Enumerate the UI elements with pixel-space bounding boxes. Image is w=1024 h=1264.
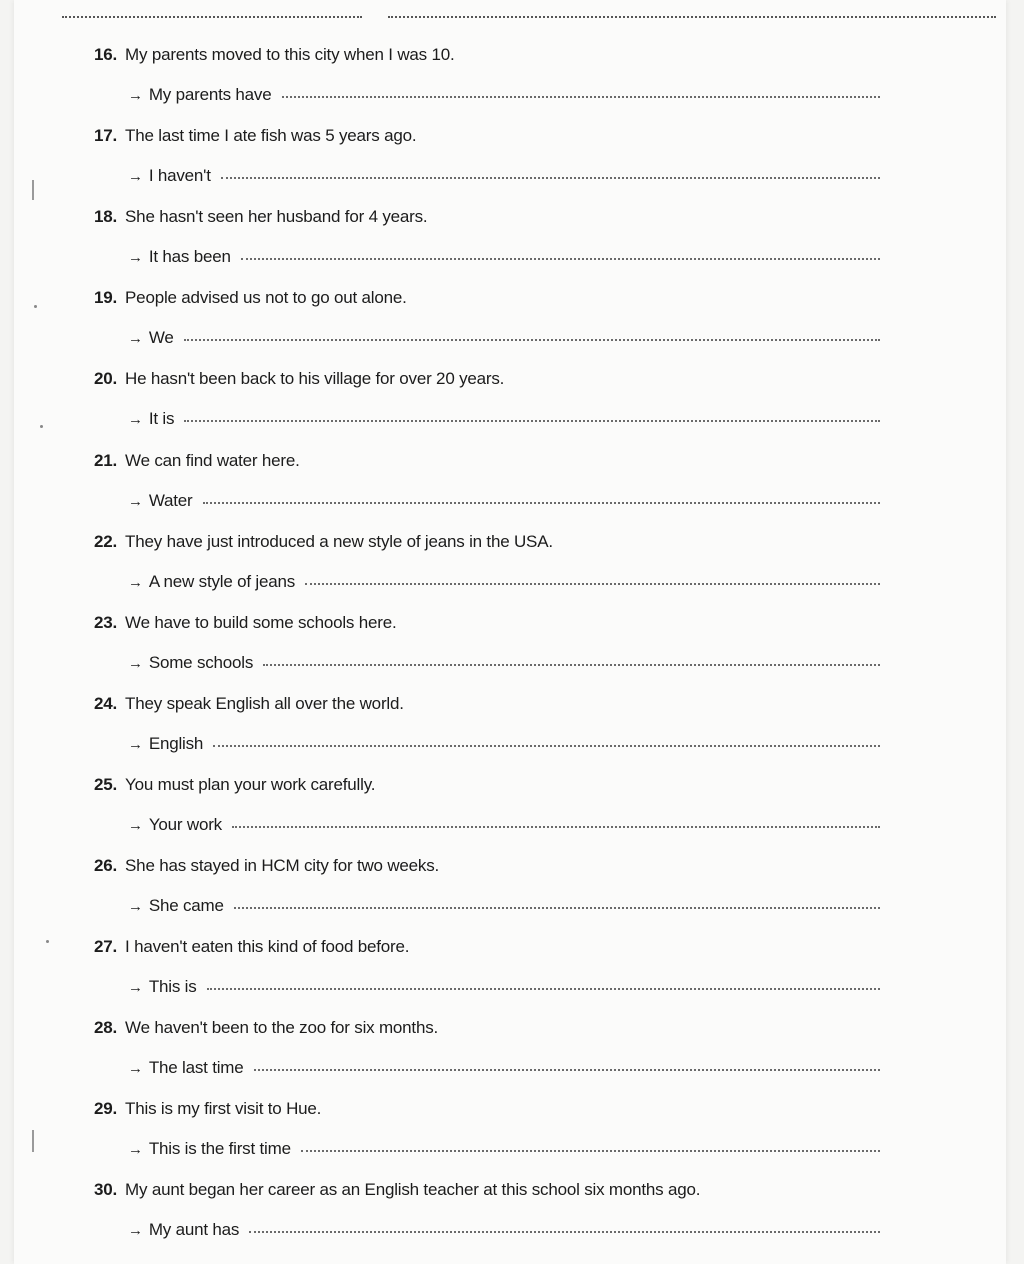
original-sentence — [94, 936, 409, 958]
sentence-text: You must plan your work carefully. — [125, 774, 376, 794]
arrow-icon: → — [128, 168, 143, 186]
original-sentence — [94, 1098, 321, 1120]
item-number: 18. — [94, 207, 118, 227]
answer-blank[interactable] — [207, 988, 880, 990]
item-number: 28. — [94, 1018, 118, 1038]
answer-blank[interactable] — [221, 177, 880, 179]
answer-blank[interactable] — [203, 502, 880, 504]
rewrite-line — [128, 1057, 880, 1080]
sentence-text: They speak English all over the world. — [125, 693, 404, 713]
arrow-icon: → — [128, 654, 143, 672]
exercise-item — [14, 693, 1006, 773]
original-sentence — [94, 44, 455, 66]
original-sentence — [94, 612, 397, 634]
item-number: 23. — [94, 612, 118, 632]
exercise-item — [14, 1017, 1006, 1097]
exercise-item — [14, 1098, 1006, 1178]
sentence-text: We haven't been to the zoo for six months. — [125, 1018, 439, 1038]
exercise-item — [14, 450, 1006, 530]
rewrite-prompt: I haven't — [148, 166, 211, 186]
answer-blank[interactable] — [249, 1231, 880, 1233]
answer-blank[interactable] — [305, 583, 880, 585]
rewrite-prompt: My parents have — [148, 85, 272, 104]
arrow-icon: → — [128, 573, 143, 591]
answer-blank[interactable] — [184, 420, 880, 422]
rewrite-prompt: Water — [148, 490, 193, 510]
exercise-item — [14, 125, 1006, 205]
arrow-icon: → — [128, 1060, 143, 1078]
arrow-icon: → — [128, 492, 143, 510]
item-number: 30. — [94, 1180, 118, 1200]
item-number: 25. — [94, 774, 118, 794]
original-sentence — [94, 1017, 438, 1039]
item-number: 16. — [94, 45, 118, 64]
rewrite-line — [128, 408, 880, 431]
item-number: 29. — [94, 1099, 118, 1119]
answer-blank[interactable] — [301, 1150, 880, 1152]
original-sentence — [94, 855, 439, 877]
item-number: 17. — [94, 126, 118, 146]
rewrite-prompt: English — [148, 733, 204, 753]
rewrite-prompt: My aunt has — [148, 1220, 240, 1240]
sentence-text: The last time I ate fish was 5 years ago. — [125, 126, 417, 146]
original-sentence — [94, 531, 553, 553]
original-sentence — [94, 774, 375, 796]
rewrite-line — [128, 1219, 880, 1242]
rewrite-line — [128, 246, 880, 269]
sentence-text: They have just introduced a new style of jeans in the USA. — [125, 531, 553, 551]
item-number: 21. — [94, 450, 118, 470]
worksheet-page — [14, 0, 1006, 1264]
arrow-icon: → — [128, 979, 143, 997]
arrow-icon: → — [128, 249, 143, 267]
answer-blank[interactable] — [282, 96, 881, 98]
item-number: 26. — [94, 856, 118, 875]
original-sentence — [94, 450, 300, 472]
original-sentence — [94, 693, 404, 715]
sentence-text: We can find water here. — [125, 450, 300, 470]
rewrite-line — [128, 165, 880, 188]
rewrite-prompt: This is — [148, 977, 197, 997]
sentence-text: He hasn't been back to his village for over 20 years. — [125, 369, 505, 389]
arrow-icon: → — [128, 330, 143, 348]
answer-blank[interactable] — [184, 339, 880, 341]
rewrite-line — [128, 1138, 880, 1161]
arrow-icon: → — [128, 87, 143, 104]
exercise-item — [14, 855, 1006, 935]
exercise-item — [14, 936, 1006, 1016]
rewrite-line — [128, 571, 880, 594]
rewrite-line — [128, 733, 880, 756]
rewrite-prompt: It has been — [148, 247, 231, 267]
answer-blank[interactable] — [263, 664, 880, 666]
arrow-icon: → — [128, 411, 143, 429]
answer-blank[interactable] — [232, 826, 880, 828]
rewrite-prompt: We — [148, 328, 174, 348]
rewrite-prompt: Your work — [148, 814, 222, 834]
sentence-text: My parents moved to this city when I was 10. — [125, 45, 455, 64]
rewrite-line — [128, 895, 880, 918]
sentence-text: I haven't eaten this kind of food before. — [125, 937, 410, 957]
original-sentence — [94, 1179, 700, 1201]
item-number: 27. — [94, 937, 118, 957]
answer-blank[interactable] — [254, 1069, 880, 1071]
rewrite-prompt: This is the first time — [148, 1139, 291, 1159]
rewrite-line — [128, 652, 880, 675]
top-dotted-rule-right — [388, 16, 996, 18]
exercise-item — [14, 368, 1006, 448]
sentence-text: This is my first visit to Hue. — [125, 1099, 322, 1119]
rewrite-line — [128, 490, 880, 513]
original-sentence — [94, 368, 504, 390]
sentence-text: My aunt began her career as an English teacher at this school six months ago. — [125, 1180, 701, 1200]
sentence-text: People advised us not to go out alone. — [125, 288, 407, 308]
arrow-icon: → — [128, 1141, 143, 1159]
rewrite-prompt: It is — [148, 409, 175, 429]
exercise-item — [14, 612, 1006, 692]
rewrite-line — [128, 976, 880, 999]
answer-blank[interactable] — [241, 258, 880, 260]
sentence-text: We have to build some schools here. — [125, 612, 397, 632]
sentence-text: She has stayed in HCM city for two weeks. — [125, 856, 440, 875]
rewrite-line — [128, 327, 880, 350]
arrow-icon: → — [128, 735, 143, 753]
item-number: 22. — [94, 531, 118, 551]
exercise-item — [14, 774, 1006, 854]
original-sentence — [94, 287, 407, 309]
top-dotted-rule-left — [62, 16, 362, 18]
exercise-item — [14, 206, 1006, 286]
original-sentence — [94, 125, 416, 147]
rewrite-line — [128, 814, 880, 837]
item-number: 20. — [94, 369, 118, 389]
answer-blank[interactable] — [234, 907, 880, 909]
answer-blank[interactable] — [213, 745, 880, 747]
arrow-icon: → — [128, 1222, 143, 1240]
arrow-icon: → — [128, 898, 143, 915]
rewrite-prompt: She came — [148, 896, 224, 915]
item-number: 24. — [94, 693, 118, 713]
rewrite-prompt: The last time — [148, 1058, 244, 1078]
arrow-icon: → — [128, 816, 143, 834]
item-number: 19. — [94, 288, 118, 308]
exercise-item — [14, 531, 1006, 611]
rewrite-prompt: Some schools — [148, 652, 254, 672]
original-sentence — [94, 206, 427, 228]
rewrite-line — [128, 84, 880, 107]
exercise-item — [14, 287, 1006, 367]
exercise-item — [14, 44, 1006, 124]
sentence-text: She hasn't seen her husband for 4 years. — [125, 207, 428, 227]
exercise-item — [14, 1179, 1006, 1259]
rewrite-prompt: A new style of jeans — [148, 571, 296, 591]
